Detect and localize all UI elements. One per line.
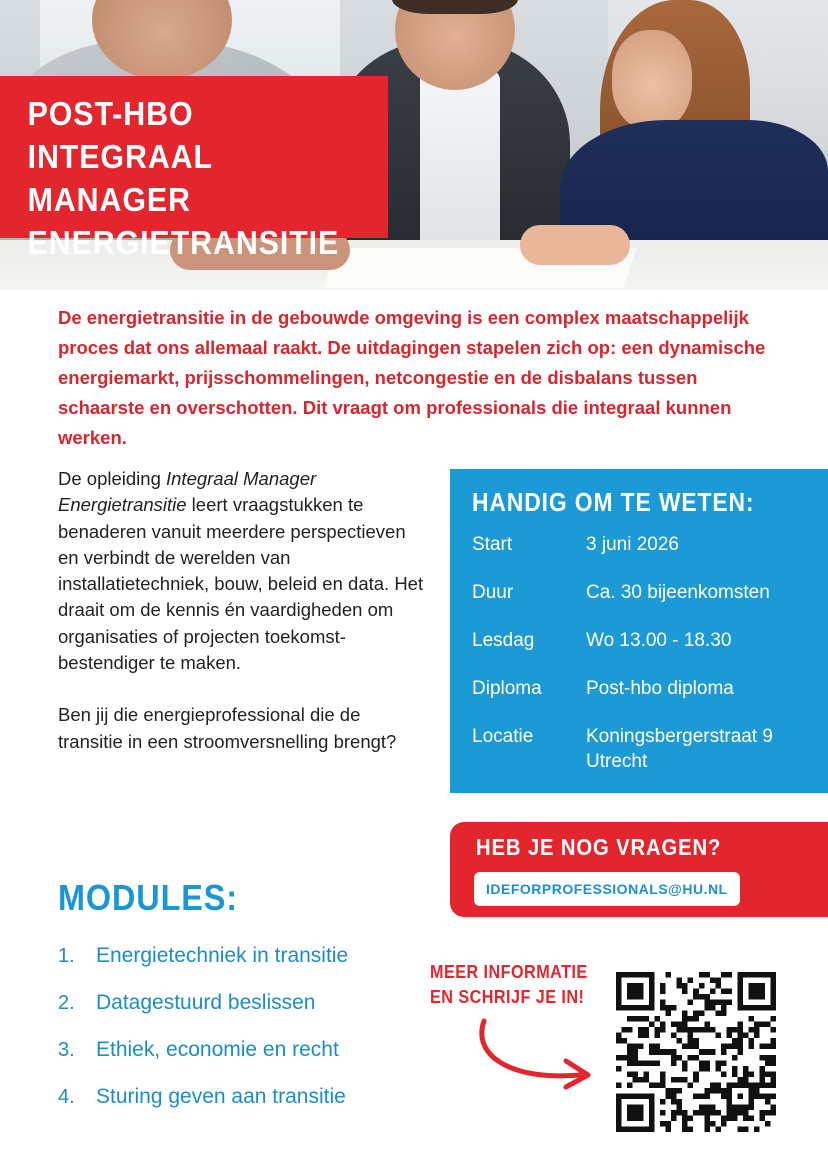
module-item (58, 991, 438, 1038)
questions-heading: HEB JE NOG VRAGEN? (476, 834, 722, 860)
info-box (450, 469, 828, 793)
module-label: Datagestuurd beslissen (96, 991, 316, 1014)
info-key: Lesdag (472, 630, 535, 651)
more-info-line-1: MEER INFORMATIE (430, 962, 588, 982)
intro-paragraph: De energietransitie in de gebouwde omgeving is een complex maatschappelijk proces dat ons allemaal raakt. De uitdagingen stapelen zich op: een dynamische energiemarkt, prijsschommelingen, netcongestie en de disbalans tussen schaarste en overschotten. Dit vraagt om professionals die integraal kunnen werken. (58, 307, 766, 448)
body-p1-rest: leert vraagstukken te benaderen vanuit meerdere perspectieven en verbindt de werelden van installatietechniek, bouw, beleid en data. Het draait om de kennis én vaardigheden om organisaties of projecten toekomst-bestendiger te maken. (58, 494, 424, 674)
body-p1-prefix: De opleiding (58, 468, 166, 489)
module-item (58, 1085, 438, 1132)
info-key: Duur (472, 582, 514, 603)
photo-person-right-face (612, 30, 692, 130)
title-banner (0, 76, 388, 261)
photo-person-center-hair (392, 0, 518, 14)
module-label: Energietechniek in transitie (96, 944, 349, 967)
photo-person-right-arm (520, 225, 630, 265)
module-number: 3. (58, 1039, 75, 1061)
qr-code-icon[interactable] (616, 972, 776, 1132)
body-paragraph-1 (58, 466, 430, 676)
more-info-text (430, 960, 588, 1010)
info-key: Start (472, 534, 513, 555)
title-line-3: ENERGIETRANSITIE (27, 224, 340, 261)
info-heading: HANDIG OM TE WETEN: (472, 487, 755, 517)
body-text (58, 466, 430, 781)
info-value: Post-hbo diploma (586, 678, 734, 699)
module-label: Ethiek, economie en recht (96, 1038, 339, 1061)
module-number: 2. (58, 992, 75, 1014)
body-paragraph-2: Ben jij die energieprofessional die de transitie in een stroomversnelling brengt? (58, 704, 397, 752)
title-line-1: POST-HBO (27, 95, 194, 132)
module-number: 4. (58, 1086, 75, 1108)
info-key: Locatie (472, 726, 534, 747)
photo-person-center-shirt (420, 70, 500, 250)
info-value: 3 juni 2026 (586, 534, 679, 555)
info-value: Ca. 30 bijeenkomsten (586, 582, 770, 603)
modules-list (58, 944, 438, 1132)
more-info-line-2: EN SCHRIJF JE IN! (430, 987, 585, 1007)
info-value: Koningsbergerstraat 9 Utrecht (586, 726, 773, 772)
module-item (58, 1038, 438, 1085)
questions-box (450, 822, 828, 917)
module-item (58, 944, 438, 991)
module-label: Sturing geven aan transitie (96, 1085, 346, 1108)
title-line-2: INTEGRAAL MANAGER (27, 138, 213, 218)
curved-arrow-icon (470, 1015, 605, 1095)
course-name: Integraal Manager Energietransitie (58, 468, 317, 516)
modules-heading: MODULES: (58, 877, 238, 918)
module-number: 1. (58, 945, 75, 967)
info-value: Wo 13.00 - 18.30 (586, 630, 732, 651)
email-link[interactable]: IDEFORPROFESSIONALS@HU.NL (474, 872, 740, 906)
info-key: Diploma (472, 678, 542, 699)
